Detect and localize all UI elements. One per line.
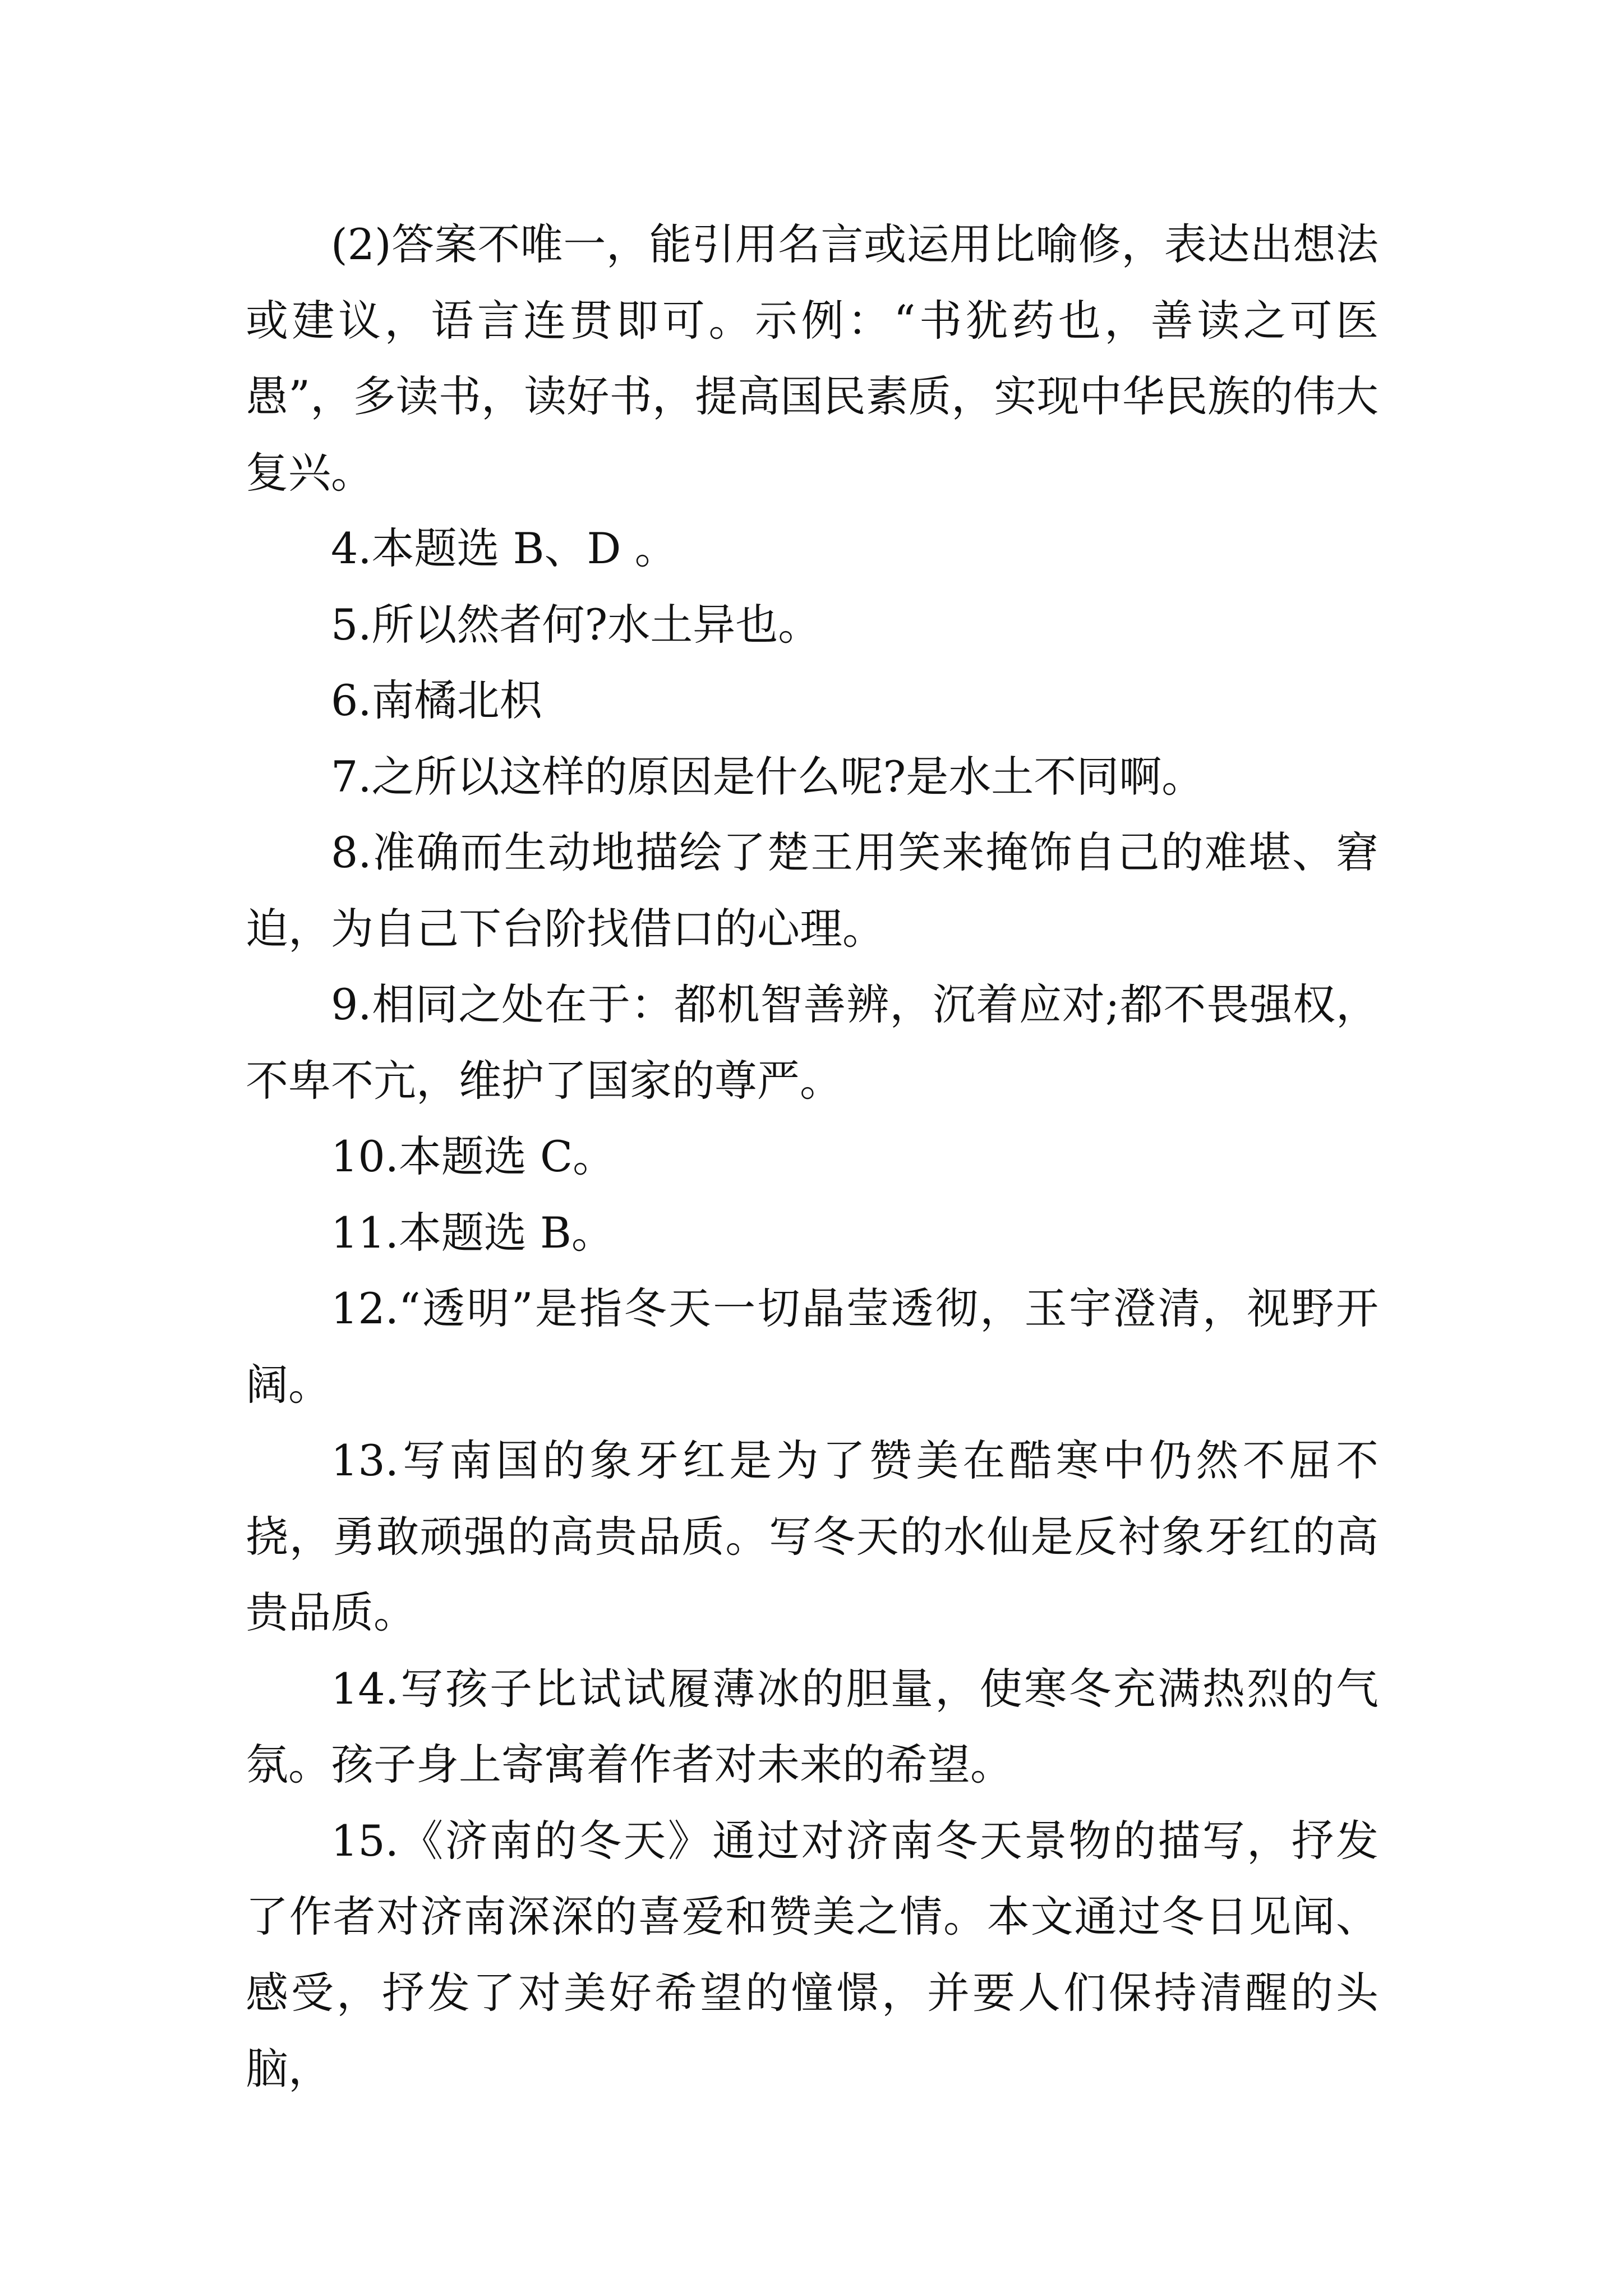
paragraph-answer-5: 5.所以然者何?水土异也。 [331,599,821,650]
answer-text-body [246,206,1378,2107]
paragraph-answer-8: 8.准确而生动地描绘了楚王用笑来掩饰自己的难堪、窘迫，为自己下台阶找借口的心理。 [246,827,1378,954]
paragraph-answer-9: 9.相同之处在于：都机智善辨，沉着应对;都不畏强权，不卑不亢，维护了国家的尊严。 [246,979,1378,1106]
paragraph-answer-14: 14.写孩子比试试履薄冰的胆量，使寒冬充满热烈的气氛。孩子身上寄寓着作者对未来的希望。 [246,1663,1378,1789]
paragraph-answer-6: 6.南橘北枳 [331,675,542,725]
paragraph-answer-11: 11.本题选 B。 [331,1207,614,1258]
paragraph-answer-15: 15.《济南的冬天》通过对济南冬天景物的描写，抒发了作者对济南深深的喜爱和赞美之情。本文通过冬日见闻、感受，抒发了对美好希望的憧憬，并要人们保持清醒的头脑， [246,1815,1378,2093]
paragraph-answer-7: 7.之所以这样的原因是什么呢?是水土不同啊。 [331,751,1205,802]
paragraph-answer-12: 12.“透明”是指冬天一切晶莹透彻，玉宇澄清，视野开阔。 [246,1283,1378,1410]
paragraph-answer-4: 4.本题选 B、D 。 [331,523,677,573]
paragraph-answer-2: (2)答案不唯一，能引用名言或运用比喻修，表达出想法或建议，语言连贯即可。示例：“书犹药也，善读之可医愚”，多读书，读好书，提高国民素质，实现中华民族的伟大复兴。 [246,219,1378,498]
paragraph-answer-10: 10.本题选 C。 [331,1131,616,1181]
paragraph-answer-13: 13.写南国的象牙红是为了赞美在酷寒中仍然不屈不挠，勇敢顽强的高贵品质。写冬天的水仙是反衬象牙红的高贵品质。 [246,1435,1378,1637]
